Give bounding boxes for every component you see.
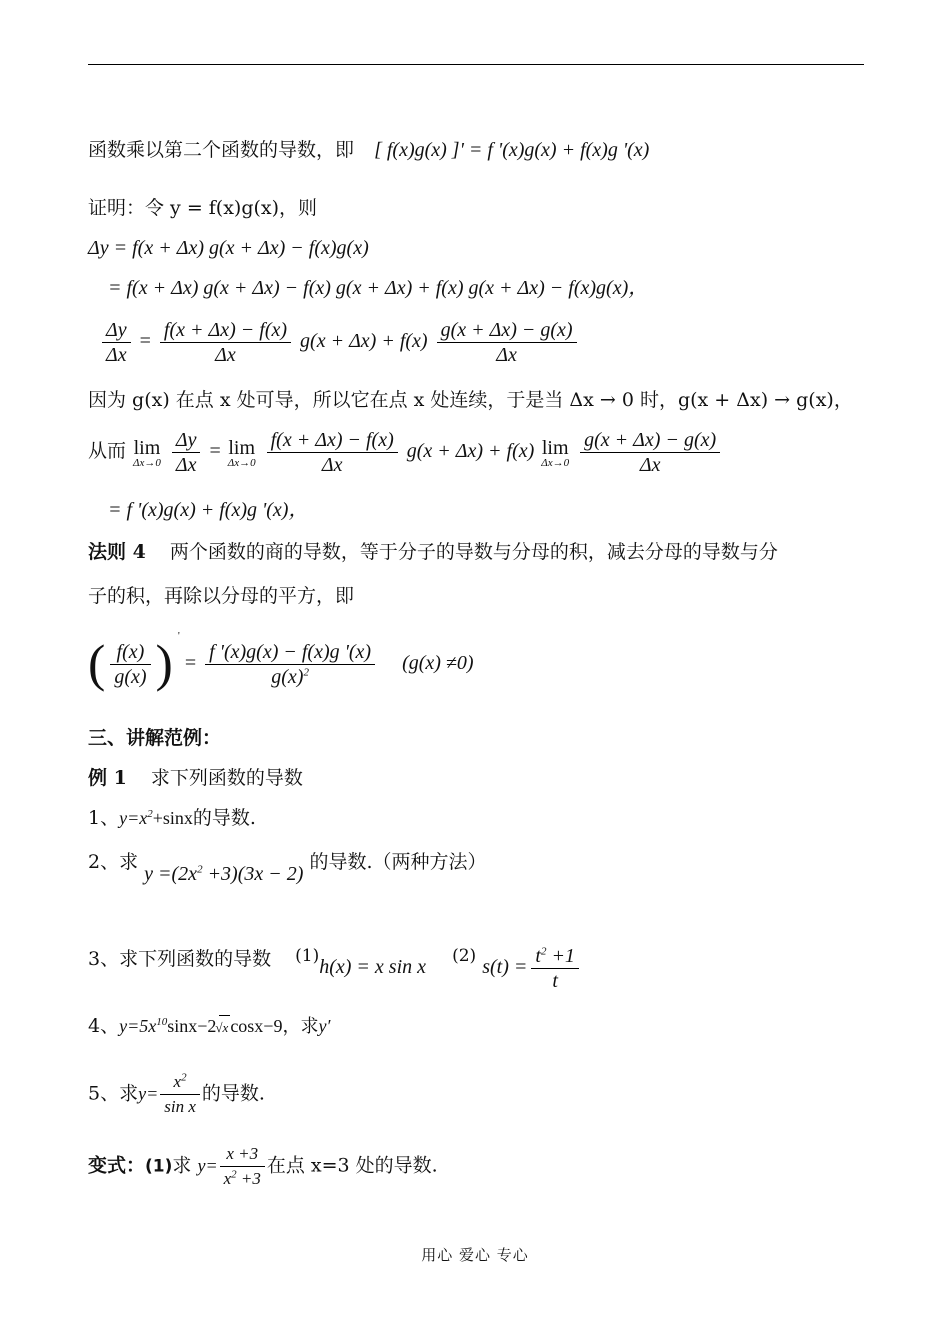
- part-2-label: (2): [452, 946, 477, 967]
- exercise-1: [88, 806, 256, 830]
- frac-den: Δx: [175, 454, 197, 476]
- frac-num: Δy: [102, 318, 131, 343]
- product-rule-formula: [ f(x)g(x) ]' = f '(x)g(x) + f(x)g '(x): [374, 139, 650, 161]
- frac-den: sin x: [164, 1097, 196, 1116]
- f-difference-fraction: [160, 318, 291, 367]
- part-2-lhs: s(t) =: [482, 956, 528, 979]
- exercise-number: 4、: [88, 1015, 120, 1037]
- lim-text: lim: [133, 436, 161, 459]
- lim-subscript: Δx→0: [133, 456, 161, 469]
- frac-num: f '(x)g(x) − f(x)g '(x): [205, 640, 375, 665]
- f-over-g-fraction: [110, 640, 150, 689]
- proof-intro: [88, 196, 317, 220]
- limit-operator: [133, 438, 161, 468]
- equals-sign: =: [184, 652, 197, 674]
- example1-heading: [88, 766, 303, 790]
- sqrt-radicand: [215, 1015, 230, 1040]
- quotient-fraction: [205, 640, 375, 689]
- proof-delta-y: Δy = f(x + Δx) g(x + Δx) − f(x)g(x): [88, 237, 369, 259]
- frac-num: [531, 944, 579, 969]
- variant-fraction: [220, 1142, 265, 1191]
- expr-exponent: 10: [156, 1016, 168, 1028]
- frac-num: g(x + Δx) − g(x): [580, 428, 720, 453]
- exercise-number: 3、求下列函数的导数: [88, 948, 272, 971]
- exercise-fraction: [160, 1070, 200, 1119]
- frac-den: Δx: [496, 344, 517, 366]
- frac-den: [220, 1167, 265, 1191]
- header-rule: [88, 64, 864, 65]
- exercise-2: [88, 850, 487, 885]
- continuity-statement: [88, 388, 853, 412]
- variant-suffix: 在点 x=3 处的导数.: [266, 1154, 438, 1177]
- expr-exponent: 2: [147, 808, 153, 820]
- variant-lhs: y=: [197, 1155, 218, 1176]
- limit-operator: [228, 438, 256, 468]
- variant-part: (1): [145, 1156, 173, 1177]
- exercise-expression: [119, 1016, 330, 1036]
- frac-den: Δx: [639, 454, 661, 476]
- expr-exponent: 2: [197, 863, 203, 876]
- expr-base: y=x: [119, 808, 148, 828]
- continuity-text: 因为 g(x) 在点 x 处可导，所以它在点 x 处连续，于是当 Δx → 0 时，g(x + Δx) → g(x)，: [88, 389, 853, 411]
- num-exponent: 2: [181, 1071, 187, 1084]
- frac-num: f(x + Δx) − f(x): [267, 428, 398, 453]
- lim-text: lim: [228, 436, 256, 459]
- page-footer: 用心 爱心 专心: [421, 1246, 529, 1264]
- rule4-text2: 子的积，再除以分母的平方，即: [88, 585, 355, 607]
- frac-num: f(x): [110, 640, 150, 665]
- sqrt-value: x: [222, 1020, 229, 1035]
- frac-den: g(x): [114, 665, 147, 688]
- expr-tail: +sinx: [152, 808, 193, 828]
- exercise-suffix: 的导数.（两种方法）: [309, 851, 487, 873]
- exercise-suffix: 的导数.: [201, 1082, 265, 1105]
- variant-text: 求: [172, 1154, 192, 1177]
- prime-mark: ': [177, 630, 180, 642]
- example-text: 求下列函数的导数: [150, 767, 303, 789]
- middle-term: g(x + Δx) + f(x): [300, 330, 428, 353]
- left-paren: (: [88, 635, 106, 693]
- den-base: g(x): [271, 665, 304, 688]
- exercise-number: 5、求: [88, 1082, 139, 1105]
- section-title: 三、讲解范例：: [88, 727, 222, 749]
- sqrt-icon: √: [215, 1020, 223, 1035]
- exercise-4: [88, 1014, 330, 1040]
- g-difference-fraction: [580, 428, 720, 477]
- frac-den: t: [552, 970, 558, 992]
- num-base: x: [173, 1072, 182, 1091]
- proof-result: = f '(x)g(x) + f(x)g '(x)，: [108, 499, 309, 521]
- expr-tail: sinx−2: [167, 1016, 217, 1036]
- example-label: 例 1: [88, 767, 127, 789]
- dy-dx-fraction: [172, 428, 201, 477]
- frac-den: Δx: [106, 344, 127, 366]
- den-tail: +3: [236, 1169, 261, 1188]
- den-exponent: 2: [303, 666, 309, 679]
- dy-dx-fraction: [102, 318, 131, 367]
- expr-base: y =(2x: [144, 863, 198, 885]
- thus-label: 从而: [88, 440, 127, 463]
- expr-ask: y′: [318, 1016, 331, 1036]
- exercise-suffix: 的导数.: [192, 807, 256, 829]
- part-1-label: (1): [295, 946, 320, 967]
- proof-quotient: [98, 318, 581, 367]
- part-1-expression: h(x) = x sin x: [319, 956, 427, 979]
- frac-den: Δx: [321, 454, 343, 476]
- f-difference-fraction: [267, 428, 398, 477]
- right-paren: ): [155, 635, 173, 693]
- num-base: t: [535, 945, 541, 967]
- frac-num: f(x + Δx) − f(x): [160, 318, 291, 343]
- lim-subscript: Δx→0: [541, 456, 570, 469]
- expr-tail: +3)(3x − 2): [202, 863, 304, 885]
- frac-num: x +3: [220, 1142, 265, 1167]
- frac-num: [160, 1070, 200, 1095]
- frac-den: Δx: [215, 344, 236, 366]
- lim-subscript: Δx→0: [227, 456, 256, 469]
- equals-sign: =: [209, 440, 221, 463]
- part-2-fraction: [531, 944, 579, 993]
- frac-num: Δy: [172, 428, 201, 453]
- nonzero-condition: (g(x) ≠0): [402, 652, 474, 674]
- lim-text: lim: [541, 436, 569, 459]
- den-exponent: 2: [231, 1168, 237, 1181]
- variant-label: 变式：: [88, 1154, 146, 1177]
- proof-expansion: = f(x + Δx) g(x + Δx) − f(x) g(x + Δx) + f(x) g(x + Δx) − f(x)g(x)，: [108, 277, 649, 299]
- middle-term: g(x + Δx) + f(x): [406, 440, 535, 463]
- rule3-line: [88, 138, 649, 162]
- frac-num: g(x + Δx) − g(x): [437, 318, 577, 343]
- limit-operator: [541, 438, 569, 468]
- exercise-number: 1、: [88, 807, 120, 829]
- rule3-text: 函数乘以第二个函数的导数，即: [88, 139, 355, 161]
- rule4-line1: [88, 540, 778, 564]
- exercise-5: [88, 1070, 265, 1119]
- rule4-text1: 两个函数的商的导数，等于分子的导数与分母的积，减去分母的导数与分: [169, 541, 778, 563]
- variant-exercise: [88, 1142, 438, 1191]
- num-tail: +1: [546, 945, 575, 967]
- exercise-number: 2、求: [88, 851, 139, 873]
- exercise-expression: [144, 863, 303, 885]
- rule4-label: 法则 4: [88, 541, 146, 563]
- rule4-line2: [88, 584, 354, 608]
- proof-limit: [88, 428, 724, 477]
- den-base: x: [223, 1169, 232, 1188]
- exercise-expression: [119, 808, 193, 828]
- num-exponent: 2: [540, 945, 547, 958]
- proof-intro-text: 证明：令 y = f(x)g(x)，则: [88, 197, 318, 219]
- part-2-expression: [482, 945, 583, 992]
- expr-tail: cosx−9，求: [230, 1016, 319, 1036]
- quotient-rule-formula: [88, 630, 474, 693]
- g-difference-fraction: [437, 318, 577, 367]
- frac-den: [205, 665, 375, 689]
- expr-base: y=5x: [119, 1016, 157, 1036]
- equals-sign: =: [139, 330, 151, 353]
- exercise-lhs: y=: [138, 1083, 159, 1104]
- exercise-3: [88, 936, 583, 992]
